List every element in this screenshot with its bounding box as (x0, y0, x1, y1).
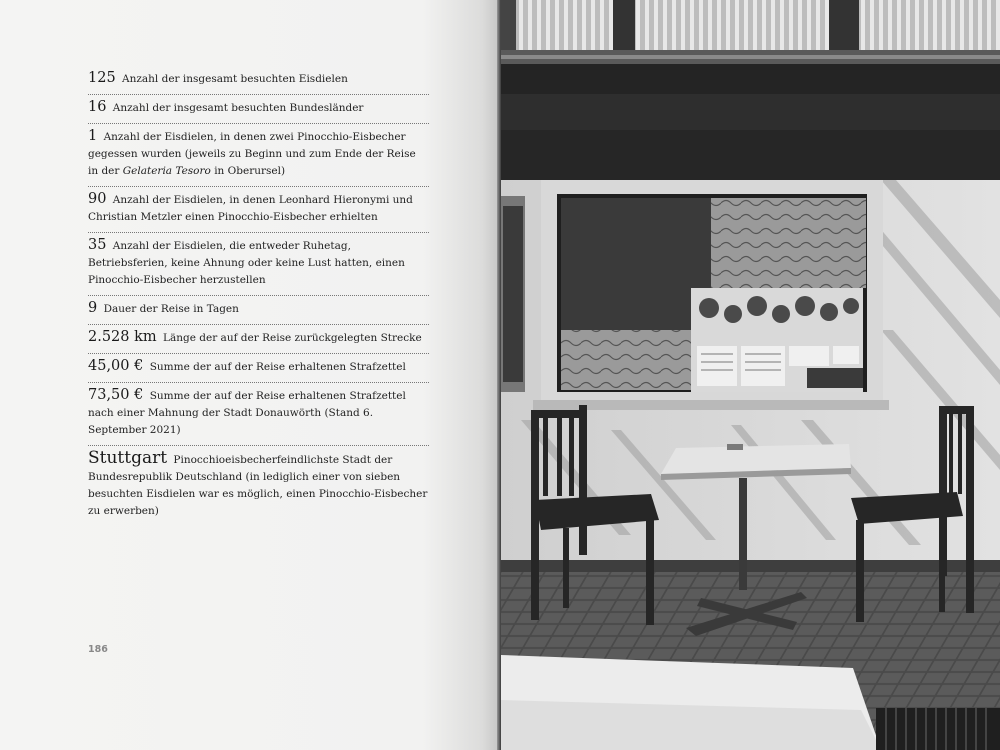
stat-description: Anzahl der Eisdielen, in denen Leonhard Hieronymi und Christian Metzler einen Pinocchio-Eisbecher erhielten (88, 194, 413, 223)
stat-description: Länge der auf der Reise zurückgelegten Strecke (163, 332, 422, 344)
stat-number: 1 (88, 128, 98, 144)
stat-number: Stuttgart (88, 448, 168, 468)
stat-description: Summe der auf der Reise erhaltenen Strafzettel nach einer Mahnung der Stadt Donauwörth (Stand 6. September 2021) (88, 390, 406, 436)
stat-number: 9 (88, 300, 98, 316)
stat-entry (88, 95, 429, 124)
stat-entry (88, 296, 429, 325)
stat-description: Anzahl der Eisdielen, die entweder Ruhetag, Betriebsferien, keine Ahnung oder keine Lust hatten, einen Pinocchio-Eisbecher herzustellen (88, 240, 405, 286)
page-number: 186 (88, 644, 108, 655)
stat-number: 45,00 € (88, 358, 144, 374)
stat-entry (88, 354, 429, 383)
left-page (0, 0, 497, 750)
stat-number: 90 (88, 191, 107, 207)
stat-number: 35 (88, 237, 107, 253)
stat-description-end: in Oberursel) (210, 165, 286, 177)
cafe-scene-image (501, 0, 1000, 750)
stat-number: 125 (88, 70, 116, 86)
stat-description: Pinocchioeisbecherfeindlichste Stadt der Bundesrepublik Deutschland (in lediglich einer von sieben besuchten Eisdielen war es möglich, einen Pinocchio-Eisbecher zu erwerben) (88, 454, 428, 517)
stat-description: Anzahl der insgesamt besuchten Eisdielen (122, 73, 348, 85)
stat-entry (88, 66, 429, 95)
stat-entry (88, 233, 429, 296)
statistics-list (88, 66, 429, 526)
stat-description: Anzahl der insgesamt besuchten Bundesländer (112, 102, 364, 114)
stat-entry (88, 124, 429, 187)
stat-number: 2.528 km (88, 329, 157, 345)
stat-description: Anzahl der Eisdielen, in denen zwei Pinocchio-Eisbecher gegessen wurden (jeweils zu Beginn und zum Ende der Reise in der (88, 131, 416, 177)
stat-entry (88, 383, 429, 446)
stat-description: Summe der auf der Reise erhaltenen Strafzettel (149, 361, 406, 373)
stat-number: 16 (88, 99, 107, 115)
stat-entry (88, 446, 429, 526)
stat-description-italic: Gelateria Tesoro (122, 165, 211, 177)
stat-entry (88, 325, 429, 354)
stat-entry (88, 187, 429, 233)
stat-description: Dauer der Reise in Tagen (103, 303, 239, 315)
cafe-photograph (501, 0, 1000, 750)
stat-number: 73,50 € (88, 387, 144, 403)
